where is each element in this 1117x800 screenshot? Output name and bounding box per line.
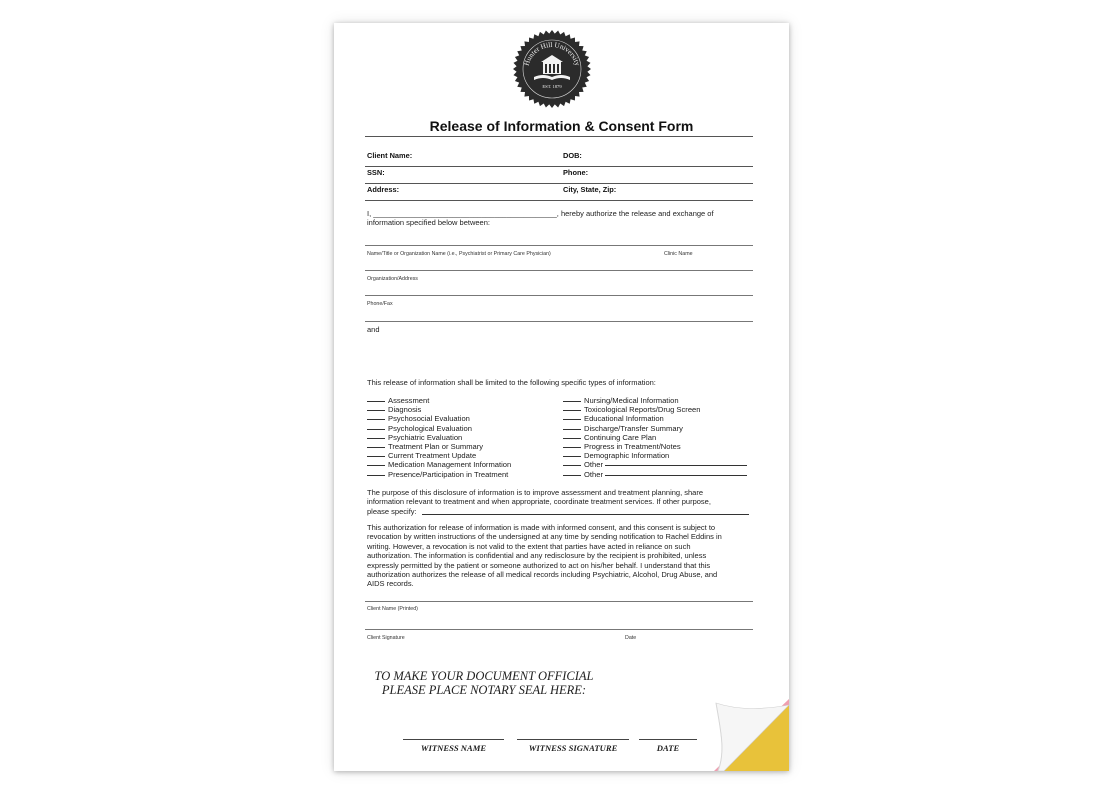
checklist-item[interactable]: Psychosocial Evaluation [367, 414, 511, 423]
witness-date-line[interactable] [639, 739, 697, 740]
check-blank[interactable] [563, 475, 581, 476]
checklist-item[interactable]: Progress in Treatment/Notes [563, 442, 747, 451]
check-blank[interactable] [367, 419, 385, 420]
limited-types-statement: This release of information shall be limited to the following specific types of information: [367, 378, 656, 387]
check-blank[interactable] [367, 447, 385, 448]
purpose-specify-line[interactable] [422, 514, 749, 515]
check-blank[interactable] [367, 456, 385, 457]
check-blank[interactable] [367, 429, 385, 430]
check-blank[interactable] [563, 401, 581, 402]
phone-fax-label: Phone/Fax [367, 301, 393, 307]
city-state-zip-label: City, State, Zip: [563, 185, 617, 194]
check-blank[interactable] [563, 438, 581, 439]
check-blank[interactable] [367, 401, 385, 402]
witness-date-label: DATE [656, 743, 680, 753]
client-name-printed-line[interactable] [365, 601, 753, 602]
authorize-statement: I, ____________________________________________, hereby authorize the release and exchange of information specified below between: [367, 209, 714, 228]
client-signature-label: Client Signature [367, 635, 405, 641]
date-label: Date [625, 635, 637, 641]
check-blank[interactable] [563, 465, 581, 466]
checklist-item[interactable]: Assessment [367, 396, 511, 405]
dob-label: DOB: [563, 151, 582, 160]
checklist-item-other[interactable]: Other [563, 460, 747, 469]
client-name-label: Client Name: [367, 151, 413, 160]
phone-label: Phone: [563, 168, 589, 177]
check-blank[interactable] [563, 410, 581, 411]
checklist-item-other[interactable]: Other [563, 470, 747, 479]
witness-name-label: WITNESS NAME [420, 743, 487, 753]
clinic-name-label: Clinic Name [664, 251, 693, 257]
check-blank[interactable] [367, 410, 385, 411]
and-label: and [367, 325, 380, 334]
field-row-line[interactable] [365, 166, 753, 167]
client-name-printed-label: Client Name (Printed) [367, 606, 418, 612]
address-label: Address: [367, 185, 400, 194]
org-address-label: Organization/Address [367, 276, 418, 282]
form-sheet [334, 23, 789, 771]
other-specify-line[interactable] [605, 465, 747, 466]
checklist-item[interactable]: Psychiatric Evaluation [367, 433, 511, 442]
authorization-paragraph: This authorization for release of information is made with informed consent, and this consent is subject to revocation by written instructions of the undersigned at any time by sending notification to Rachel Eddins in writing. However, a revocation is not valid to the extent that parties have acted in reliance on such authorization. The information is confidential and any redisclosure by the recipient is prohibited, unless expressly permitted by the patient or someone authorized to act on his/her behalf. I understand that this authorization authorizes the release of all medical records including Psychiatric, Alcohol, Drug Abuse, and AIDS records. [367, 523, 722, 589]
other-specify-line[interactable] [605, 475, 747, 476]
check-blank[interactable] [563, 429, 581, 430]
page-curl-icon [714, 699, 789, 771]
second-party-line[interactable] [365, 321, 753, 322]
checklist-item[interactable]: Continuing Care Plan [563, 433, 747, 442]
form-title: Release of Information & Consent Form [429, 118, 694, 134]
check-blank[interactable] [563, 447, 581, 448]
checklist-item[interactable]: Educational Information [563, 414, 747, 423]
checklist-item[interactable]: Demographic Information [563, 451, 747, 460]
university-seal [512, 29, 592, 109]
checklist-item[interactable]: Toxicological Reports/Drug Screen [563, 405, 747, 414]
checklist-item[interactable]: Presence/Participation in Treatment [367, 470, 511, 479]
check-blank[interactable] [563, 419, 581, 420]
checklist-item[interactable]: Nursing/Medical Information [563, 396, 747, 405]
witness-name-line[interactable] [403, 739, 504, 740]
check-blank[interactable] [563, 456, 581, 457]
notary-instructions: TO MAKE YOUR DOCUMENT OFFICIAL PLEASE PLACE NOTARY SEAL HERE: [374, 669, 594, 697]
check-blank[interactable] [367, 465, 385, 466]
field-row-line[interactable] [365, 200, 753, 201]
svg-text:Hunter Hill University: Hunter Hill University [522, 40, 582, 67]
checklist-item[interactable]: Medication Management Information [367, 460, 511, 469]
seal-emblem-icon [512, 29, 592, 109]
checklist-item[interactable]: Discharge/Transfer Summary [563, 424, 747, 433]
checklist-item[interactable]: Psychological Evaluation [367, 424, 511, 433]
name-title-line[interactable] [365, 245, 753, 246]
ssn-label: SSN: [367, 168, 385, 177]
field-row-line[interactable] [365, 183, 753, 184]
witness-signature-label: WITNESS SIGNATURE [528, 743, 618, 753]
check-blank[interactable] [367, 438, 385, 439]
svg-text:EST. 1879: EST. 1879 [542, 84, 562, 89]
check-blank[interactable] [367, 475, 385, 476]
org-address-line[interactable] [365, 270, 753, 271]
checklist-right [563, 396, 747, 479]
witness-signature-line[interactable] [517, 739, 629, 740]
title-divider [365, 136, 753, 137]
checklist-item[interactable]: Diagnosis [367, 405, 511, 414]
phone-fax-line[interactable] [365, 295, 753, 296]
purpose-paragraph: The purpose of this disclosure of information is to improve assessment and treatment planning, share information relevant to treatment and when appropriate, coordinate treatment services. If other purpose, please specify: [367, 488, 711, 516]
checklist-item[interactable]: Treatment Plan or Summary [367, 442, 511, 451]
checklist-left [367, 396, 511, 479]
name-title-label: Name/Title or Organization Name (i.e., Psychiatrist or Primary Care Physician) [367, 251, 551, 257]
checklist-item[interactable]: Current Treatment Update [367, 451, 511, 460]
client-signature-line[interactable] [365, 629, 753, 630]
